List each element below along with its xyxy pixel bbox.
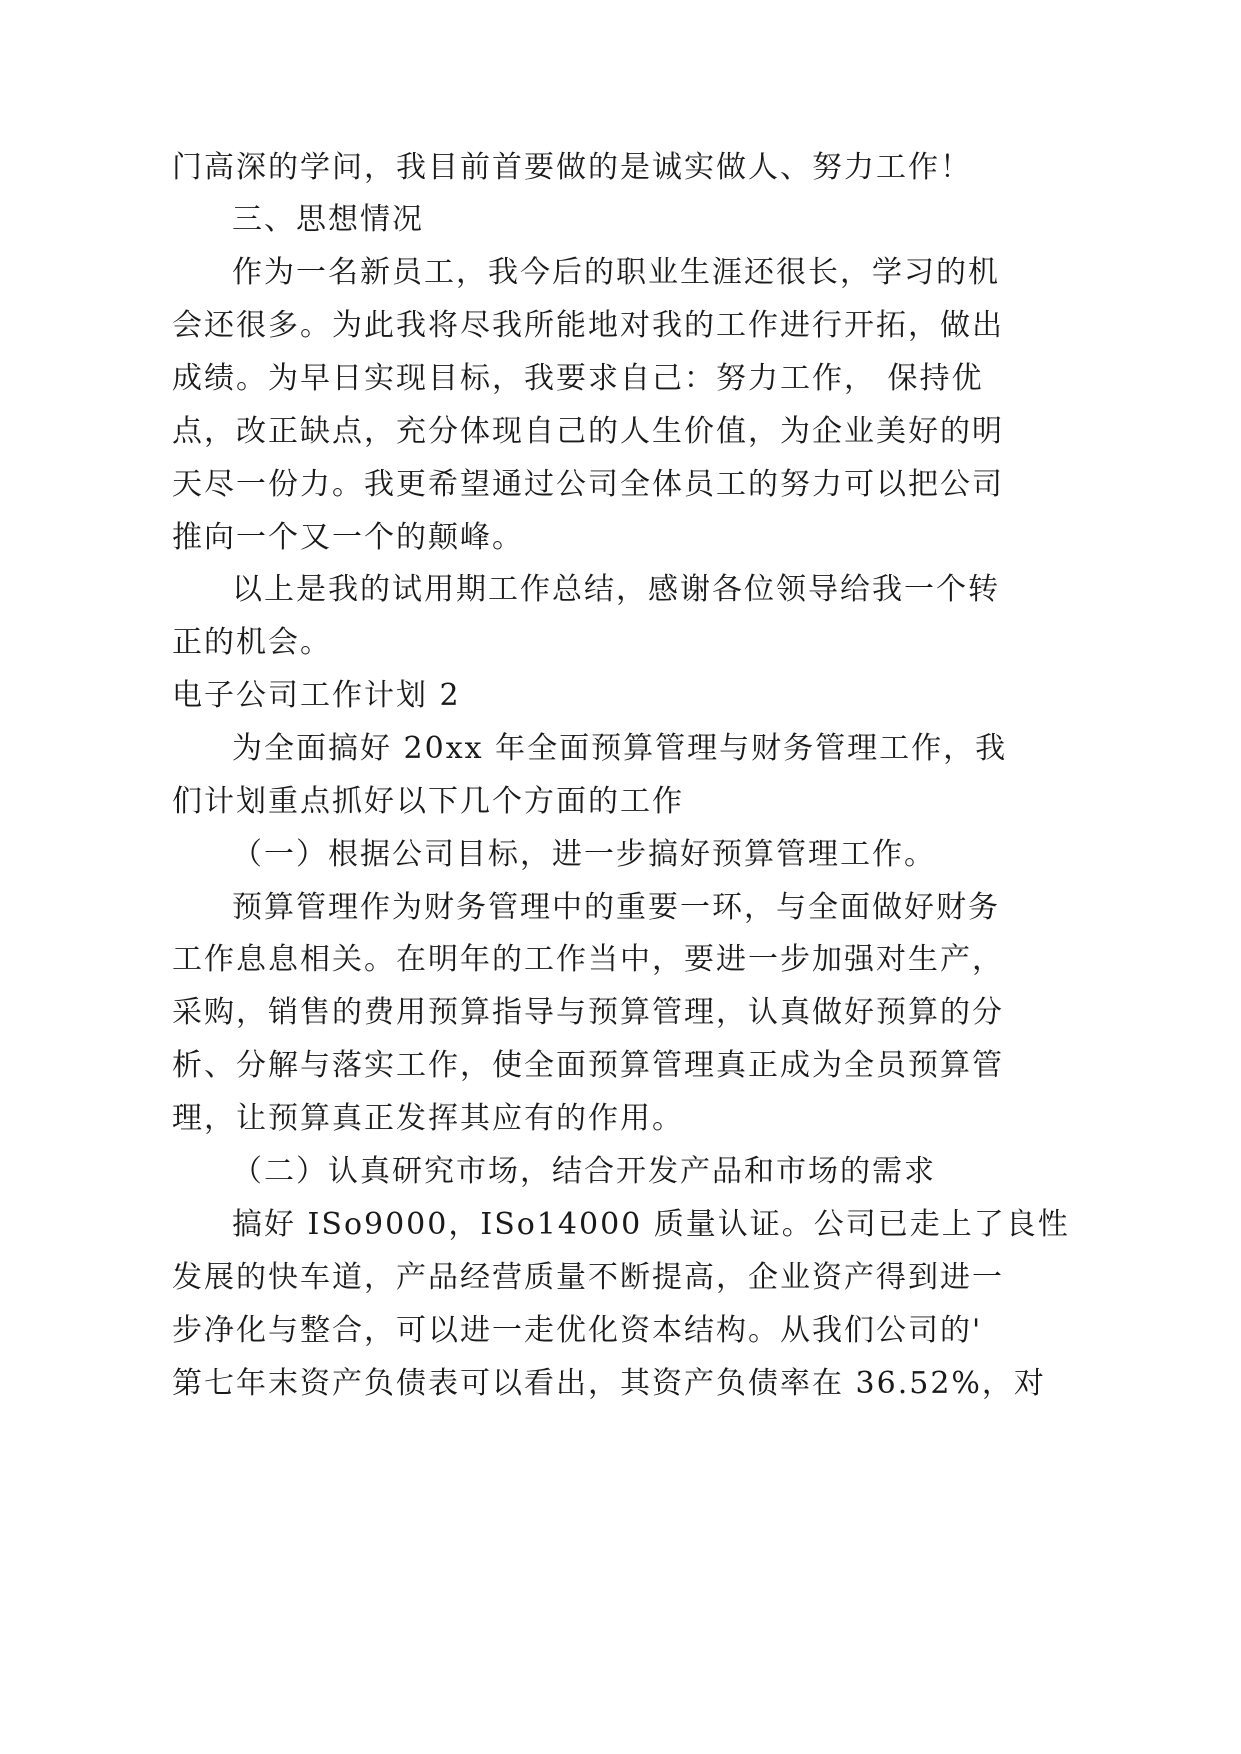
text-line: 预算管理作为财务管理中的重要一环，与全面做好财务 xyxy=(232,890,1000,925)
text-line: 工作息息相关。在明年的工作当中，要进一步加强对生产， xyxy=(172,942,1004,977)
text-line: 理，让预算真正发挥其应有的作用。 xyxy=(172,1101,684,1136)
section-heading: 三、思想情况 xyxy=(232,202,424,237)
text-line: 步净化与整合，可以进一走优化资本结构。从我们公司的' xyxy=(172,1313,983,1348)
document-title: 电子公司工作计划 2 xyxy=(172,678,461,713)
text-line: 为全面搞好 20xx 年全面预算管理与财务管理工作，我 xyxy=(232,731,1008,766)
text-line: 采购，销售的费用预算指导与预算管理，认真做好预算的分 xyxy=(172,995,1004,1030)
text-line: 发展的快车道，产品经营质量不断提高，企业资产得到进一 xyxy=(172,1260,1004,1295)
text-line: 推向一个又一个的颠峰。 xyxy=(172,520,524,555)
text-line: 们计划重点抓好以下几个方面的工作 xyxy=(172,784,684,819)
text-line: 以上是我的试用期工作总结，感谢各位领导给我一个转 xyxy=(232,572,1000,607)
text-line: 成绩。为早日实现目标，我要求自己：努力工作， 保持优 xyxy=(172,361,984,396)
text-line: 析、分解与落实工作，使全面预算管理真正成为全员预算管 xyxy=(172,1048,1004,1083)
text-line: 正的机会。 xyxy=(172,625,332,660)
subsection-heading: （二）认真研究市场，结合开发产品和市场的需求 xyxy=(232,1154,936,1189)
text-line: 门高深的学问，我目前首要做的是诚实做人、努力工作！ xyxy=(172,150,972,185)
subsection-heading: （一）根据公司目标，进一步搞好预算管理工作。 xyxy=(232,837,936,872)
text-line: 会还很多。为此我将尽我所能地对我的工作进行开拓，做出 xyxy=(172,308,1004,343)
text-line: 作为一名新员工，我今后的职业生涯还很长，学习的机 xyxy=(232,255,1000,290)
text-line: 第七年末资产负债表可以看出，其资产负债率在 36.52%，对 xyxy=(172,1366,1046,1401)
text-line: 点，改正缺点，充分体现自己的人生价值，为企业美好的明 xyxy=(172,414,1004,449)
text-line: 搞好 ISo9000，ISo14000 质量认证。公司已走上了良性 xyxy=(232,1207,1070,1242)
text-line: 天尽一份力。我更希望通过公司全体员工的努力可以把公司 xyxy=(172,467,1004,502)
